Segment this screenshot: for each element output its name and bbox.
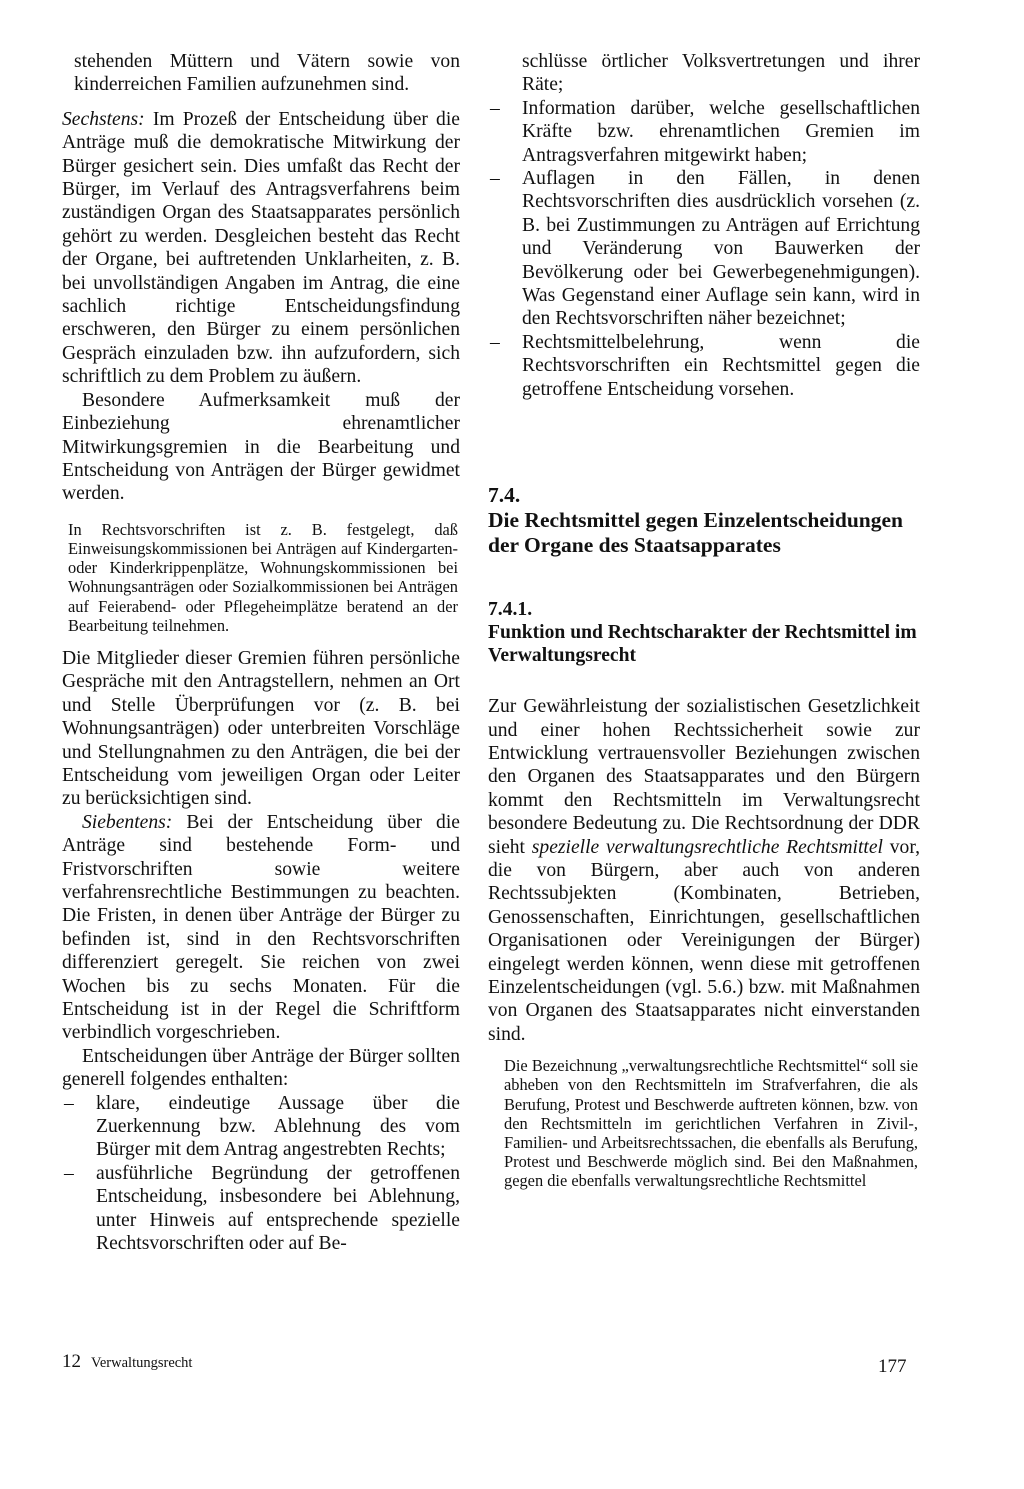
list-item: – ausführliche Begründung der getroffenen Entscheidung, insbesondere bei Ablehnung, unter Hinweis auf entsprechende spezielle Rechtsvorschriften oder auf Be- (62, 1162, 460, 1256)
subsection-heading (488, 598, 920, 667)
paragraph-rechtsmittel (488, 695, 920, 1046)
note-kommissionen: In Rechtsvorschriften ist z. B. festgelegt, daß Einweisungskommissionen bei Anträgen auf Kindergarten- oder Kinderkrippenplätze, Wohnungskommissionen bei Wohnungsanträgen oder Sozialkommissionen bei Anträgen auf Feierabend- oder Pflegeheimplätze beratend an der Bearbeitung teilnehmen. (68, 519, 458, 635)
paragraph-aufmerksamkeit: Besondere Aufmerksamkeit muß der Einbeziehung ehrenamtlicher Mitwirkungsgremien in die Bearbeitung und Entscheidung von Anträgen der Bürger gewidmet werden. (62, 389, 460, 505)
section-heading (488, 483, 920, 558)
right-dash-list (488, 97, 920, 401)
subsection-title: Funktion und Rechtscharakter der Rechtsmittel im Verwaltungsrecht (488, 622, 917, 667)
list-item: – Information darüber, welche gesellschaftlichen Kräfte bzw. ehrenamtlichen Gremien im Antragsverfahren mitgewirkt haben; (488, 97, 920, 167)
section-number: 7.4. (488, 483, 521, 508)
section-title: Die Rechtsmittel gegen Einzelentscheidungen der Organe des Staatsapparates (488, 508, 904, 558)
sechstens-label: Sechstens: (62, 108, 145, 130)
siebentens-text: Bei der Entscheidung über die Anträge sind bestehende Form- und Fristvorschriften sowie weitere verfahrensrechtliche Bestimmungen zu beachten. Die Fristen, in denen über Anträge der Bürger zu befinden ist, sind in den Rechtsvorschriften differenziert geregelt. Sie reichen von zwei Wochen bis zu sechs Monaten. Für die Entscheidung ist in der Regel die Schriftform verbindlich vorgeschrieben. (62, 811, 460, 1044)
signature-number: 12 (62, 1351, 81, 1372)
left-dash-list (62, 1092, 460, 1256)
paragraph-mitglieder: Die Mitglieder dieser Gremien führen persönliche Gespräche mit den Antragstellern, nehmen an Ort und Stelle Überprüfungen vor (z. B. bei Wohnungsanträgen) oder unterbreiten Vorschläge und Stellungnahmen zu den Anträgen, die bei der Entscheidung vom jeweiligen Organ oder Leiter zu berücksichtigen sind. (62, 647, 460, 810)
note-bezeichnung: Die Bezeichnung „verwaltungsrechtliche Rechtsmittel“ soll sie abheben von den Rechtsmitteln im Strafverfahren, die als Berufung, Protest und Beschwerde auftreten können, bzw. von den Rechtsmitteln im gerichtlichen Verfahren in Zivil-, Familien- und Arbeitsrechtssachen, die ebenfalls als Berufung, Protest und Beschwerde möglich sind. Bei den Maßnahmen, gegen die ebenfalls verwaltungsrechtliche Rechtsmittel (504, 1056, 918, 1191)
paragraph-rechtsmittel-end: vor, die von Bürgern, aber auch von anderen Rechtssubjekten (Kombinaten, Betrieben, Genossenschaften, Einrichtungen, gesellschaftlichen Organisationen oder Vereinigungen der Bürger) eingelegt werden können, wenn diese mit getroffenen Einzelentscheidungen (vgl. 5.6.) bzw. mit Maßnahmen von Organen des Staatsapparates nicht einverstanden sind. (488, 836, 920, 1045)
paragraph-continuation: stehenden Müttern und Vätern sowie von kinderreichen Familien aufzunehmen sind. (74, 51, 460, 96)
siebentens-label: Siebentens: (82, 811, 173, 833)
list-item: – Auflagen in den Fällen, in denen Rechtsvorschriften dies ausdrücklich vorsehen (z. B. bei Zustimmungen zu Anträgen auf Errichtung und Veränderung von Bauwerken der Bevölkerung oder bei Gewerbegenehmigungen). Was Gegenstand einer Auflage sein kann, wird in den Rechtsvorschriften näher bezeichnet; (488, 167, 920, 331)
paragraph-sechstens (62, 108, 460, 389)
page-number: 177 (878, 1356, 907, 1377)
list-item: – Rechtsmittelbelehrung, wenn die Rechtsvorschriften ein Rechtsmittel gegen die getroffene Entscheidung vorsehen. (488, 331, 920, 401)
right-column (488, 50, 920, 1191)
signature-mark (62, 1351, 192, 1373)
paragraph-rechtsmittel-start: Zur Gewährleistung der sozialistischen Gesetzlichkeit und einer hohen Rechtssicherheit sowie zur Entwicklung vertrauensvoller Beziehungen zwischen den Organen des Staatsapparates und den Bürgern kommt den Rechtsmitteln im Verwaltungsrecht besondere Bedeutung zu. Die Rechtsordnung der DDR sieht (488, 696, 920, 858)
signature-title: Verwaltungsrecht (91, 1355, 193, 1371)
list-item: – klare, eindeutige Aussage über die Zuerkennung bzw. Ablehnung des vom Bürger mit dem Antrag angestrebten Rechts; (62, 1092, 460, 1162)
sechstens-text: Im Prozeß der Entscheidung über die Anträge muß die demokratische Mitwirkung der Bürger gesichert sein. Dies umfaßt das Recht der Bürger, im Verlauf des Antragsverfahrens beim zuständigen Organ des Staatsapparates persönlich gehört zu werden. Desgleichen besteht das Recht der Organe, bei auftretenden Unklarheiten, z. B. bei unvollständigen Angaben im Antrag, die eine sachlich richtige Entscheidungsfindung erschweren, den Bürger zu einem persönlichen Gespräch einzuladen bzw. ihn aufzufordern, sich schriftlich zu dem Problem zu äußern. (62, 108, 460, 388)
subsection-number: 7.4.1. (488, 599, 533, 621)
paragraph-rechtsmittel-emphasis: spezielle verwaltungsrechtliche Rechtsmittel (531, 836, 883, 858)
paragraph-siebentens (62, 811, 460, 1045)
list-continuation: schlüsse örtlicher Volksvertretungen und ihrer Räte; (522, 51, 920, 96)
paragraph-entscheidungen: Entscheidungen über Anträge der Bürger sollten generell folgendes enthalten: (62, 1045, 460, 1091)
left-column (62, 50, 460, 1256)
